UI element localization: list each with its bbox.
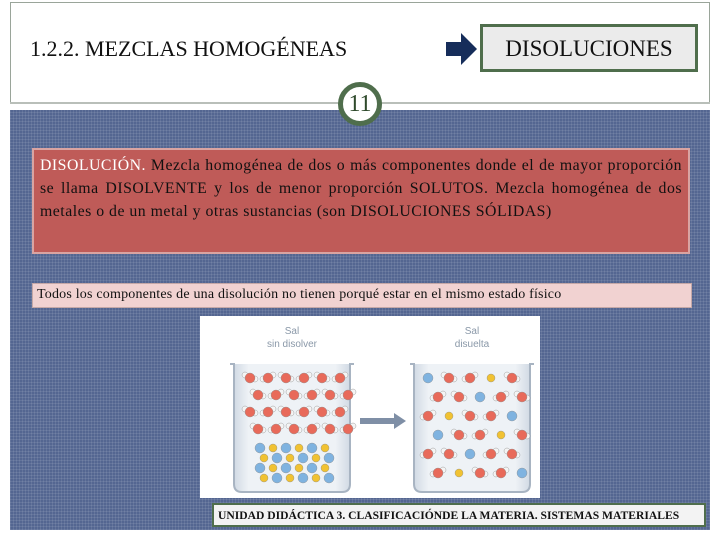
salt-ion: [487, 374, 495, 382]
salt-ion: [307, 443, 317, 453]
section-subtitle-box: [480, 24, 698, 72]
salt-ion: [423, 373, 433, 383]
salt-ion: [497, 431, 505, 439]
footer-text: UNIDAD DIDÁCTICA 3. CLASIFICACIÓNDE LA MATERIA. SISTEMAS MATERIALES: [218, 509, 680, 522]
salt-ion: [255, 463, 265, 473]
salt-ion: [312, 454, 320, 462]
left-beaker-label-line1: Sal: [284, 326, 300, 337]
salt-ion: [272, 453, 282, 463]
salt-ion: [286, 474, 294, 482]
note-text: Todos los componentes de una disolución no tienen porqué estar en el mismo estado físico: [37, 287, 562, 302]
definition-box: [32, 148, 690, 254]
salt-ion: [324, 473, 334, 483]
salt-ion: [455, 469, 463, 477]
definition-term: DISOLUCIÓN.: [40, 157, 146, 174]
transition-arrow-icon: [360, 413, 406, 429]
salt-ion: [260, 474, 268, 482]
salt-ion: [272, 473, 282, 483]
salt-ion: [321, 464, 329, 472]
salt-ion: [281, 463, 291, 473]
salt-ion: [445, 412, 453, 420]
right-beaker: [410, 364, 534, 492]
page-title: 1.2.2. MEZCLAS HOMOGÉNEAS: [30, 36, 348, 61]
right-beaker-label-line1: Sal: [464, 326, 480, 337]
salt-ion: [281, 443, 291, 453]
salt-ion: [507, 411, 517, 421]
definition-paragraph: [40, 154, 682, 223]
arrow-right-icon: [444, 32, 478, 66]
page-number-badge: [338, 82, 382, 126]
salt-ion: [307, 463, 317, 473]
salt-ion: [312, 474, 320, 482]
salt-ion: [295, 444, 303, 452]
left-beaker-label-line2: sin disolver: [266, 339, 318, 350]
definition-text: Mezcla homogénea de dos o más componentes donde el de mayor proporción se llama DISOLVENTE y los de menor proporción SOLUTOS. Mezcla homogénea de dos metales o de un metal y otras sustancias (son DISOLUCIONES SÓLIDAS): [40, 157, 682, 220]
dissolution-illustration: [200, 316, 540, 498]
salt-ion: [298, 453, 308, 463]
salt-ion: [260, 454, 268, 462]
note-box: [32, 283, 692, 308]
salt-ion: [286, 454, 294, 462]
salt-ion: [433, 430, 443, 440]
page-number: 11: [348, 91, 372, 117]
salt-ion: [295, 464, 303, 472]
salt-ion: [321, 444, 329, 452]
salt-ion: [269, 444, 277, 452]
section-subtitle: DISOLUCIONES: [505, 36, 673, 61]
right-beaker-label-line2: disuelta: [454, 339, 490, 350]
salt-ion: [475, 392, 485, 402]
salt-ion: [298, 473, 308, 483]
salt-ion: [255, 443, 265, 453]
salt-ion: [465, 449, 475, 459]
salt-ion: [517, 468, 527, 478]
salt-ion: [324, 453, 334, 463]
salt-ion: [269, 464, 277, 472]
footer-box: [212, 503, 706, 527]
